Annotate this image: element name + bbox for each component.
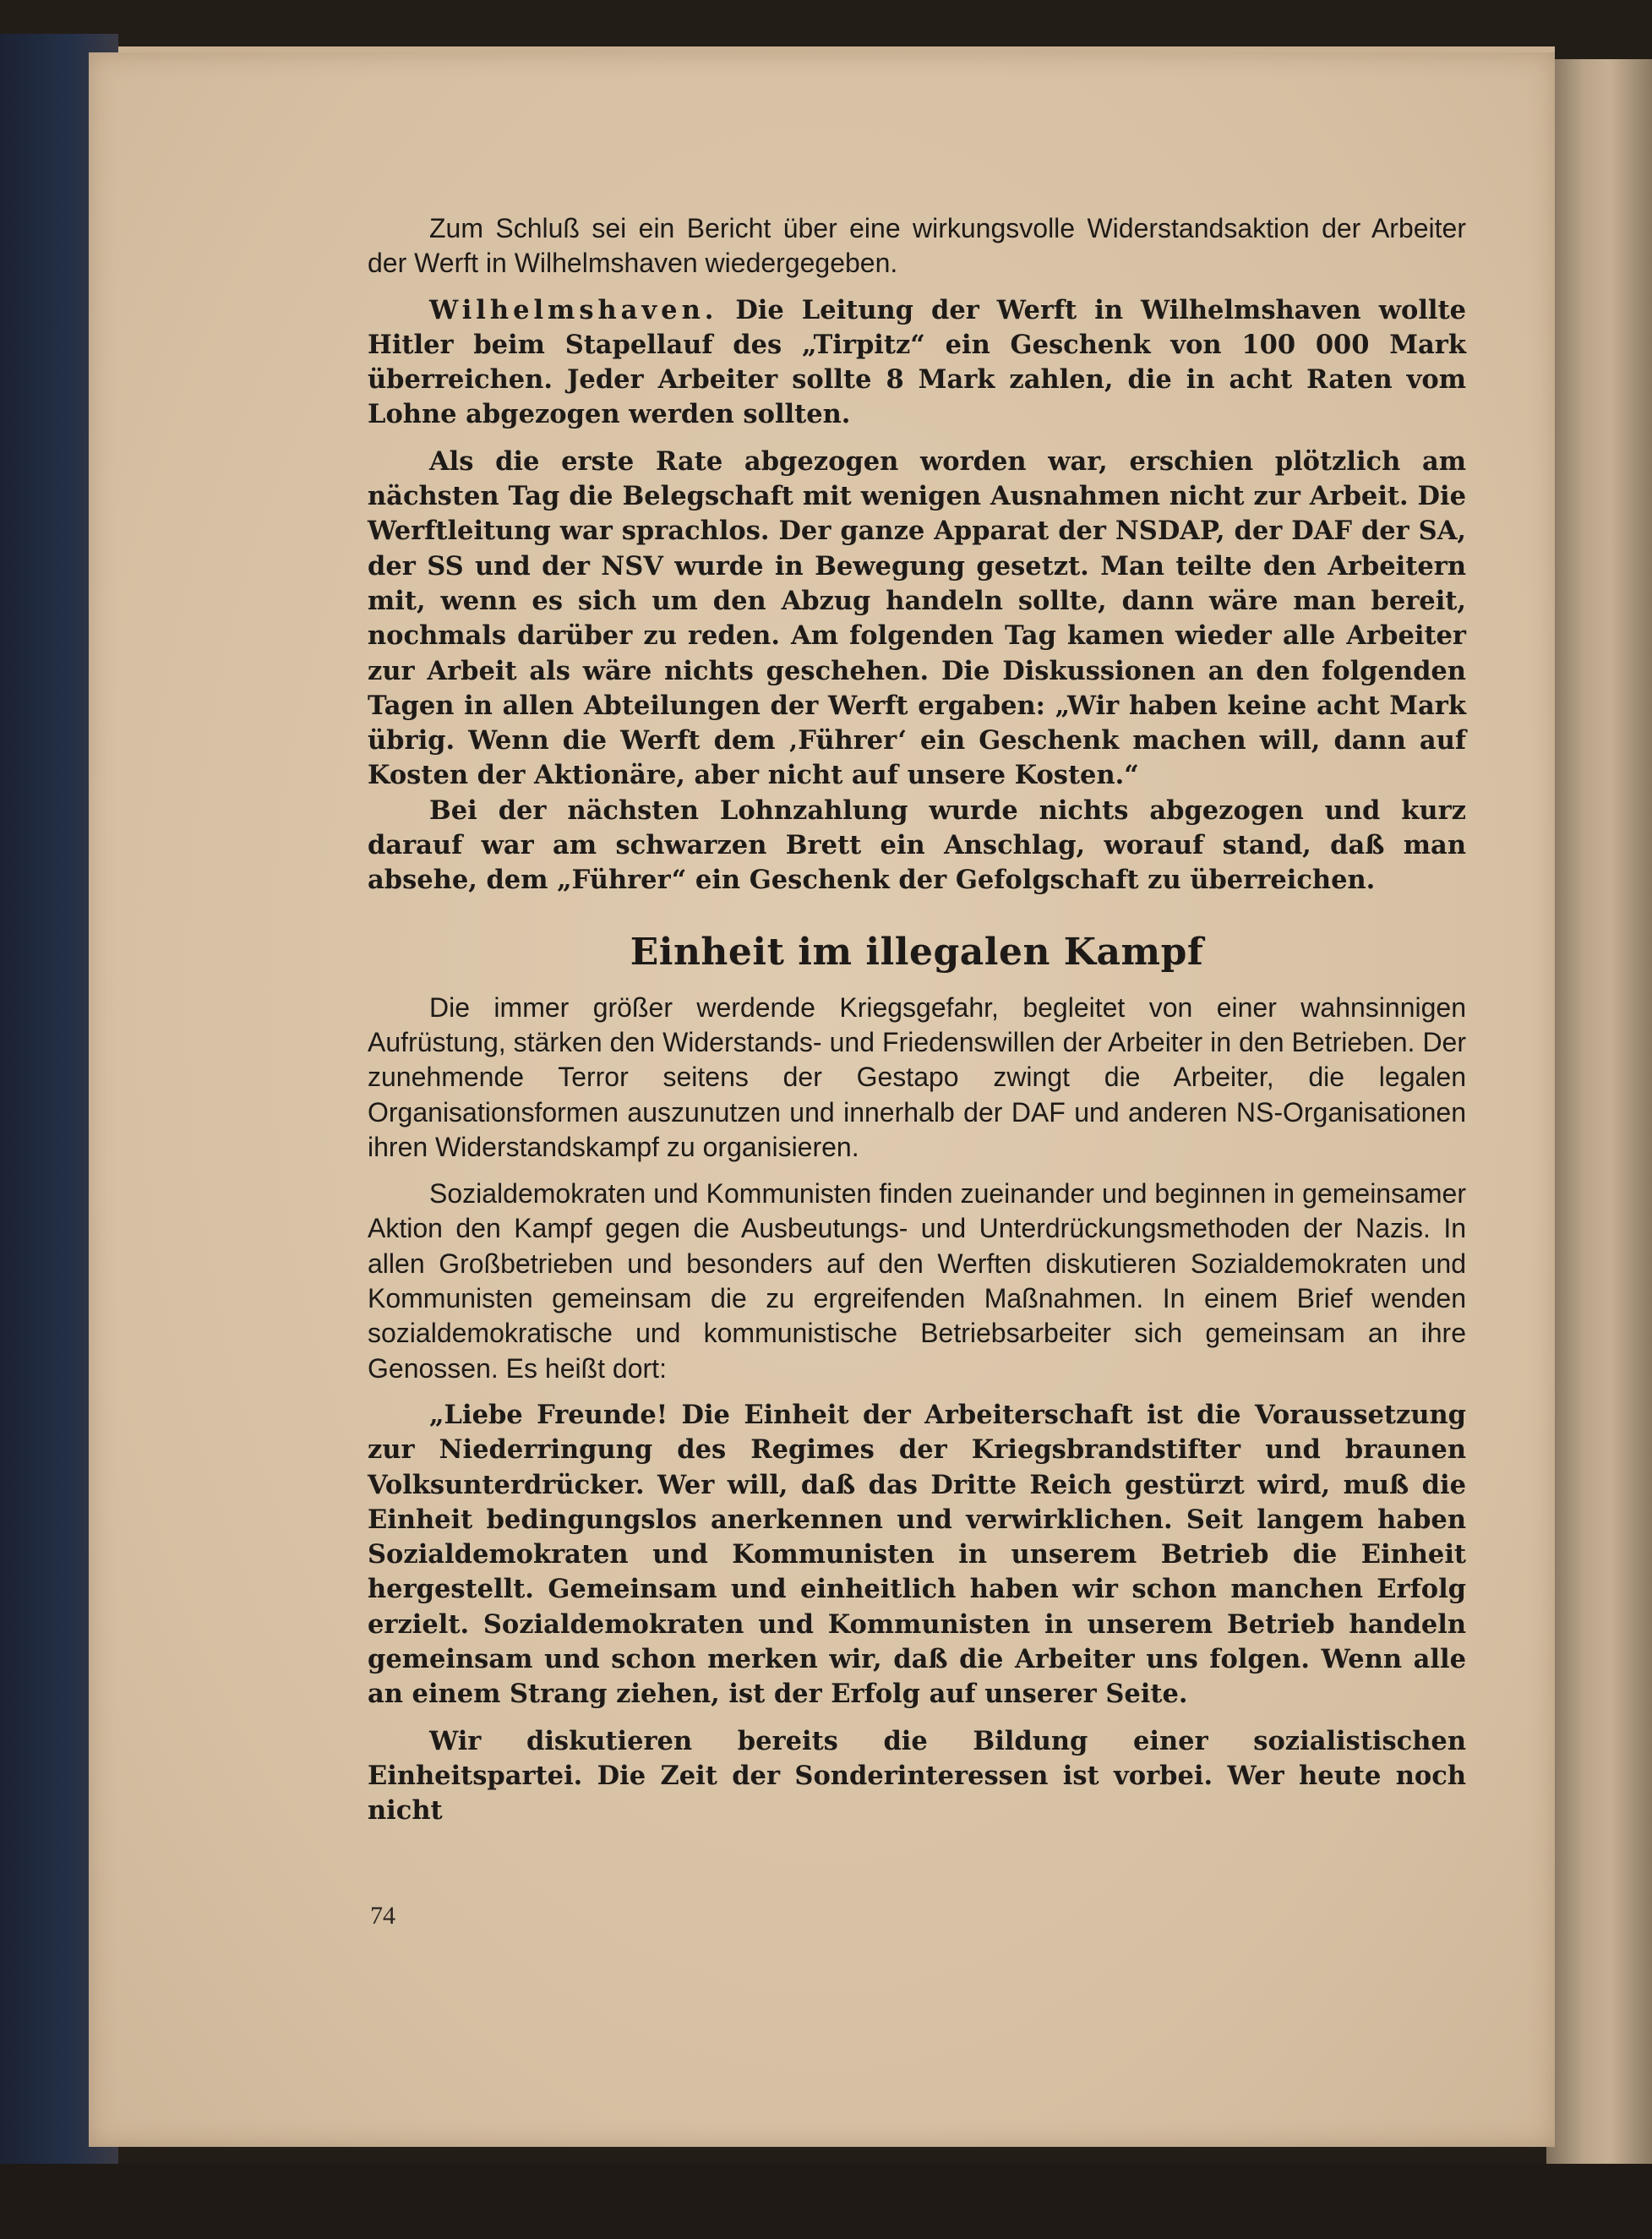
paragraph-5: Die immer größer werdende Kriegsgefahr, begleitet von einer wahnsinnigen Aufrüstung, stärken den Widerstands- und Friedenswillen der Arbeiter in den Betrieben. Der zunehmende Terror seitens der Gestapo zwingt die Arbeiter, die legalen Organisationsformen auszunutzen und innerhalb der DAF und anderen NS-Organisationen ihren Widerstandskampf zu organisieren. — [368, 991, 1466, 1162]
paragraph-2-body: Die Leitung der Werft in Wilhelmshaven wollte Hitler beim Stapellauf des „Tirpitz“ ein Geschenk von 100 000 Mark überreichen. Jeder Arbeiter sollte 8 Mark zahlen, die in acht Raten vom Lohne abgezogen werden sollten. — [368, 294, 1466, 430]
paragraph-2-lead: Wilhelmshaven. — [429, 294, 718, 325]
paragraph-4: Bei der nächsten Lohnzahlung wurde nichts abgezogen und kurz darauf war am schwarzen Brett ein Anschlag, worauf stand, daß man absehe, dem „Führer“ ein Geschenk der Gefolgschaft zu überreichen. — [368, 795, 1466, 896]
page-stack-right — [1546, 59, 1652, 2172]
paragraph-3: Als die erste Rate abgezogen worden war, erschien plötzlich am nächsten Tag die Belegschaft mit wenigen Ausnahmen nicht zur Arbeit. Die Werftleitung war sprachlos. Der ganze Apparat der NSDAP, der DAF der SA, der SS und der NSV wurde in Bewegung gesetzt. Man teilte den Arbeitern mit, wenn es sich um den Abzug handeln sollte, dann wäre man bereit, nochmals darüber zu reden. Am folgenden Tag kamen wieder alle Arbeiter zur Arbeit als wäre nichts geschehen. Die Diskussionen an den folgenden Tagen in allen Abteilungen der Werft ergaben: „Wir haben keine acht Mark übrig. Wenn die Werft dem ‚Führer‘ ein Geschenk machen will, dann auf Kosten der Aktionäre, aber nicht auf unsere Kosten.“ — [368, 445, 1466, 791]
paragraph-7: „Liebe Freunde! Die Einheit der Arbeiterschaft ist die Voraussetzung zur Niederringung des Regimes der Kriegsbrandstifter und braunen Volksunterdrücker. Wer will, daß das Dritte Reich gestürzt wird, muß die Einheit bedingungslos anerkennen und verwirklichen. Seit langem haben Sozialdemokraten und Kommunisten in unserem Betrieb die Einheit hergestellt. Gemeinsam und einheitlich haben wir schon manchen Erfolg erzielt. Sozialdemokraten und Kommunisten in unserem Betrieb handeln gemeinsam und schon merken wir, daß die Arbeiter uns folgen. Wenn alle an einem Strang ziehen, ist der Erfolg auf unserer Seite. — [368, 1399, 1466, 1710]
paragraph-8: Wir diskutieren bereits die Bildung einer sozialistischen Einheitspartei. Die Zeit der Sonderinteressen ist vorbei. Wer heute noch nicht — [368, 1725, 1466, 1827]
paragraph-1: Zum Schluß sei ein Bericht über eine wirkungsvolle Widerstandsaktion der Arbeiter der Werft in Wilhelmshaven wiedergegeben. — [368, 213, 1466, 279]
page-number: 74 — [370, 1902, 395, 1930]
book-cover-bottom — [0, 2164, 1652, 2239]
section-heading: Einheit im illegalen Kampf — [630, 930, 1204, 974]
paragraph-6: Sozialdemokraten und Kommunisten finden zueinander und beginnen in gemeinsamer Aktion den Kampf gegen die Ausbeutungs- und Unterdrückungsmethoden der Nazis. In allen Großbetrieben und besonders auf den Werften diskutieren Sozialdemokraten und Kommunisten gemeinsam die zu ergreifenden Maßnahmen. In einem Brief wenden sozialdemokratische und kommunistische Betriebsarbeiter sich gemeinsam an ihre Genossen. Es heißt dort: — [368, 1178, 1466, 1384]
paragraph-2 — [368, 293, 1466, 433]
page-text — [368, 211, 1466, 1828]
